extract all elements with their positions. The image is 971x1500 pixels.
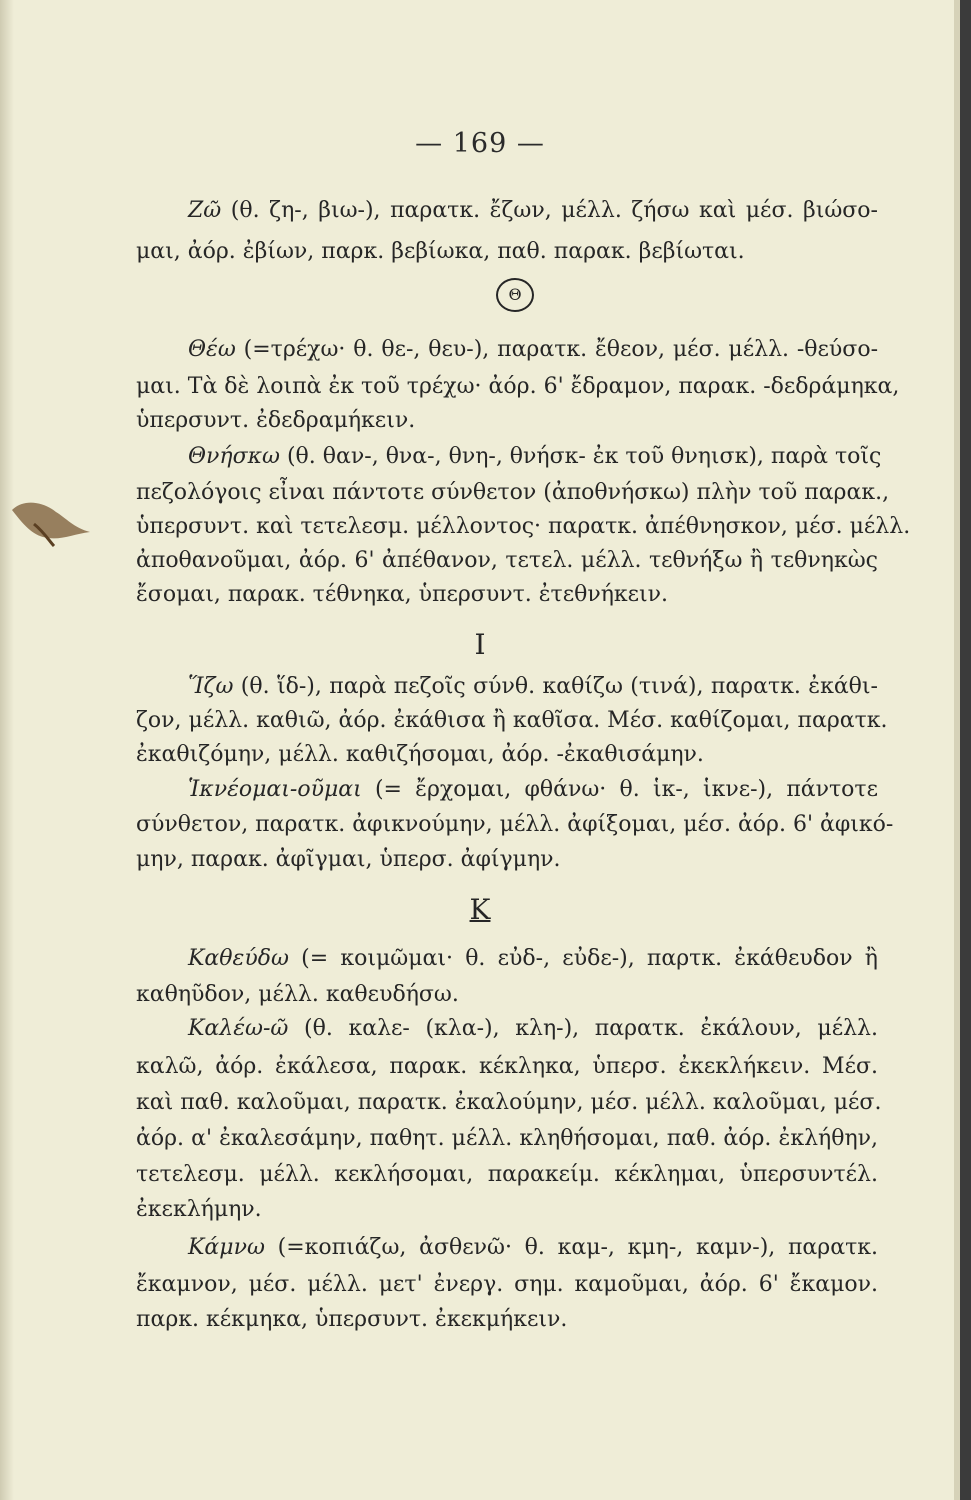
entry-line: Ἱκνέομαι-οῦμαι (= ἔρχομαι, φθάνω· θ. ἱκ-, ἱκνε-), πάντοτε [188, 777, 878, 802]
entry-line: μαι, ἀόρ. ἐβίων, παρκ. βεβίωκα, παθ. παρακ. βεβίωται. [136, 239, 745, 264]
entry-line: Ζῶ (θ. ζη-, βιω-), παρατκ. ἔζων, μέλλ. ζήσω καὶ μέσ. βιώσο- [188, 198, 878, 223]
section-marker-theta: Θ [496, 278, 534, 312]
entry-line: Θέω (=τρέχω· θ. θε-, θευ-), παρατκ. ἔθεον, μέσ. μέλλ. -θεύσο- [188, 337, 878, 362]
page-gutter-shadow [0, 0, 14, 1500]
headword: Ἵζω [188, 674, 234, 699]
entry-line: ἀποθανοῦμαι, ἀόρ. 6' ἀπέθανον, τετελ. μέλλ. τεθνήξω ἢ τεθνηκὼς [136, 548, 878, 573]
entry-line: καλῶ, ἀόρ. ἐκάλεσα, παρακ. κέκληκα, ὑπερσ. ἐκεκλήκειν. Μέσ. [136, 1054, 878, 1079]
entry-line: καθηῦδον, μέλλ. καθευδήσω. [136, 982, 459, 1007]
entry-line: Καλέω-ῶ (θ. καλε- (κλα-), κλη-), παρατκ. ἐκάλουν, μέλλ. [188, 1016, 878, 1041]
entry-line: σύνθετον, παρατκ. ἀφικνούμην, μέλλ. ἀφίξομαι, μέσ. ἀόρ. 6' ἀφικό- [136, 812, 894, 837]
headword: Κάμνω [188, 1235, 265, 1260]
entry-line: μαι. Τὰ δὲ λοιπὰ ἐκ τοῦ τρέχω· ἀόρ. 6' ἔδραμον, παρακ. -δεδράμηκα, [136, 374, 900, 399]
entry-line: Θνήσκω (θ. θαν-, θνα-, θνη-, θνήσκ- ἐκ τοῦ θνηισκ), παρὰ τοῖς [188, 444, 882, 469]
section-letter-kappa: Κ [469, 893, 491, 926]
entry-line: πεζολόγοις εἶναι πάντοτε σύνθετον (ἀποθνήσκω) πλὴν τοῦ παρακ., [136, 480, 890, 505]
entry-line: ἐκαθιζόμην, μέλλ. καθιζήσομαι, ἀόρ. -ἐκαθισάμην. [136, 742, 704, 767]
page-number: — 169 — [415, 128, 545, 159]
entry-line: ἐκεκλήμην. [136, 1197, 262, 1222]
headword: Καλέω-ῶ [188, 1016, 289, 1041]
entry-line: καὶ παθ. καλοῦμαι, παρατκ. ἐκαλούμην, μέσ. μέλλ. καλοῦμαι, μέσ. [136, 1090, 882, 1115]
entry-line: παρκ. κέκμηκα, ὑπερσυντ. ἐκεκμήκειν. [136, 1307, 568, 1332]
entry-line: Καθεύδω (= κοιμῶμαι· θ. εὐδ-, εὐδε-), παρτκ. ἐκάθευδον ἢ [188, 946, 878, 971]
entry-line: τετελεσμ. μέλλ. κεκλήσομαι, παρακείμ. κέκλημαι, ὑπερσυντέλ. [136, 1162, 878, 1187]
entry-line: μην, παρακ. ἀφῖγμαι, ὑπερσ. ἀφίγμην. [136, 847, 561, 872]
headword: Θέω [188, 337, 236, 362]
entry-line: ἔσομαι, παρακ. τέθνηκα, ὑπερσυντ. ἐτεθνήκειν. [136, 582, 669, 607]
entry-line: ζον, μέλλ. καθιῶ, ἀόρ. ἐκάθισα ἢ καθῖσα. Μέσ. καθίζομαι, παρατκ. [136, 708, 888, 733]
entry-line: Κάμνω (=κοπιάζω, ἀσθενῶ· θ. καμ-, κμη-, καμν-), παρατκ. [188, 1235, 878, 1260]
section-letter-iota: Ι [474, 628, 486, 661]
headword: Θνήσκω [188, 444, 280, 469]
entry-line: ἀόρ. α' ἐκαλεσάμην, παθητ. μέλλ. κληθήσομαι, παθ. ἀόρ. ἐκλήθην, [136, 1126, 878, 1151]
pressed-leaf-stain [4, 488, 94, 548]
scan-background-edge [960, 0, 971, 1500]
headword: Ζῶ [188, 198, 222, 223]
headword: Καθεύδω [188, 946, 289, 971]
entry-line: Ἵζω (θ. ἵδ-), παρὰ πεζοῖς σύνθ. καθίζω (τινά), παρατκ. ἐκάθι- [188, 674, 878, 699]
entry-line: ἔκαμνον, μέσ. μέλλ. μετ' ἐνεργ. σημ. καμοῦμαι, ἀόρ. 6' ἔκαμον. [136, 1272, 878, 1297]
entry-line: ὑπερσυντ. καὶ τετελεσμ. μέλλοντος· παρατκ. ἀπέθνησκον, μέσ. μέλλ. [136, 514, 911, 539]
entry-line: ὑπερσυντ. ἐδεδραμήκειν. [136, 408, 416, 433]
headword: Ἱκνέομαι-οῦμαι [188, 777, 362, 802]
